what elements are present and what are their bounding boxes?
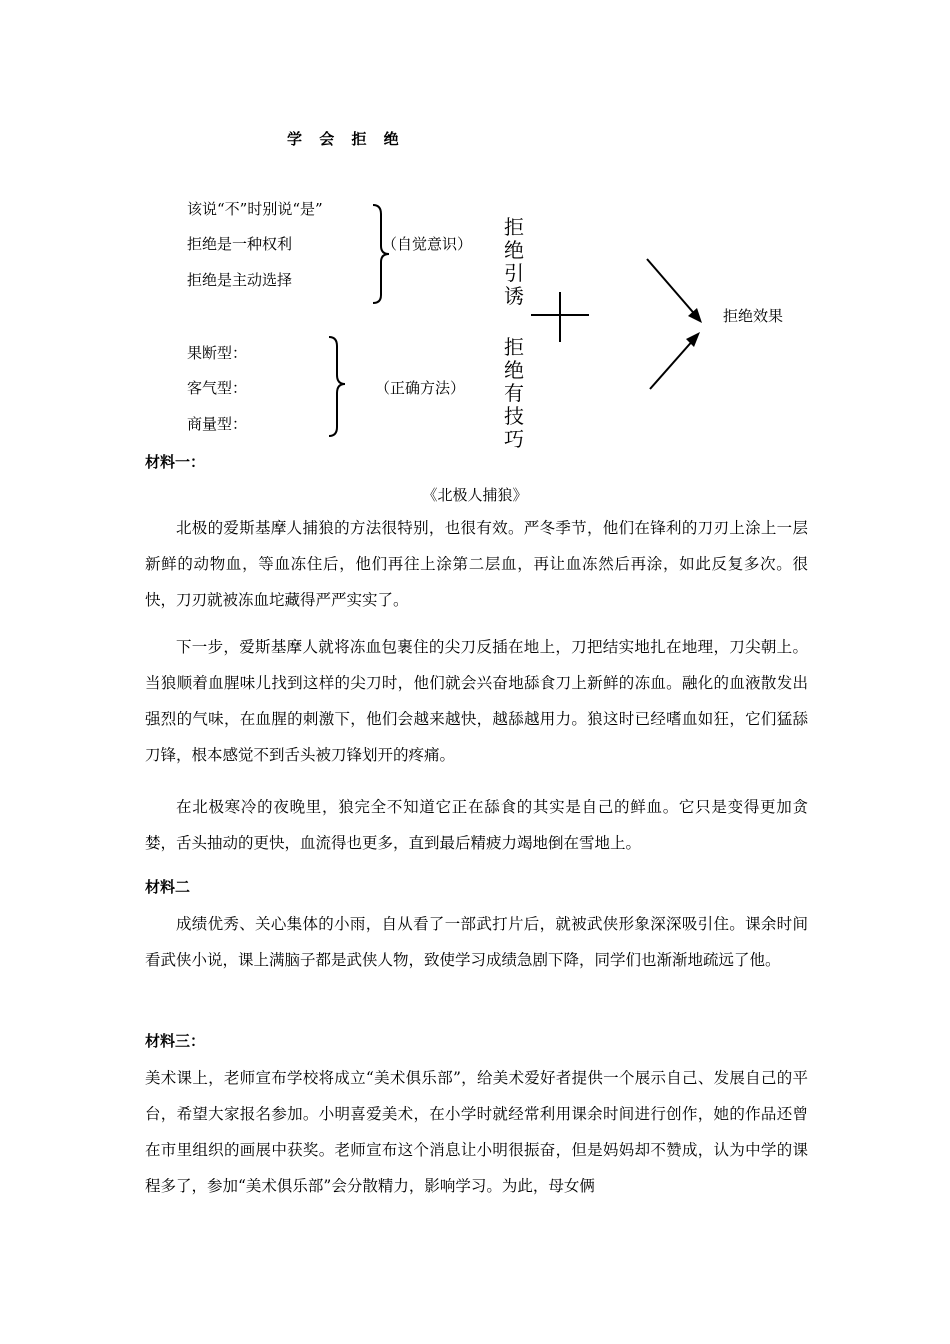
group2-item-2: 客气型：	[187, 379, 248, 397]
material3-heading: 材料三：	[145, 1032, 206, 1050]
vertical-label-refuse-temptation: 拒绝引诱	[504, 215, 524, 308]
material1-paragraph-2: 下一步，爱斯基摩人就将冻血包裹住的尖刀反插在地上，刀把结实地扎在地理，刀尖朝上。当狼顺着血腥味儿找到这样的尖刀时，他们就会兴奋地舔食刀上新鲜的冻血。融化的血液散发出强烈的气味，在血腥的刺激下，他们会越来越快，越舔越用力。狼这时已经嗜血如狂，它们猛舔刀锋，根本感觉不到舌头被刀锋划开的疼痛。	[145, 638, 808, 764]
arrow-up-line	[650, 338, 695, 389]
material1-paragraph-3: 在北极寒冷的夜晚里，狼完全不知道它正在舔食的其实是自己的鲜血。它只是变得更加贪婪，舌头抽动的更快，血流得也更多，直到最后精疲力竭地倒在雪地上。	[145, 798, 808, 852]
page-title: 学 会 拒 绝	[287, 130, 405, 148]
material1-paragraph-1: 北极的爱斯基摩人捕狼的方法很特别，也很有效。严冬季节，他们在锋利的刀刃上涂上一层新鲜的动物血，等血冻住后，他们再往上涂第二层血，再让血冻然后再涂，如此反复多次。很快，刀刃就被冻血坨藏得严严实实了。	[145, 519, 808, 609]
group1-item-3: 拒绝是主动选择	[187, 271, 293, 289]
group2-item-3: 商量型：	[187, 415, 248, 433]
concept-diagram	[0, 0, 950, 460]
group1-item-2: 拒绝是一种权利	[187, 235, 293, 253]
material3-paragraph-1: 美术课上，老师宣布学校将成立“美术俱乐部”，给美术爱好者提供一个展示自己、发展自己的平台，希望大家报名参加。小明喜爱美术，在小学时就经常利用课余时间进行创作，她的作品还曾在市里组织的画展中获奖。老师宣布这个消息让小明很振奋，但是妈妈却不赞成，认为中学的课程多了，参加“美术俱乐部”会分散精力，影响学习。为此，母女俩	[145, 1069, 808, 1195]
group1-item-1: 该说“不”时别说“是”	[187, 200, 323, 218]
vertical-label-refuse-skill: 拒绝有技巧	[504, 335, 524, 451]
material2-paragraph-1: 成绩优秀、关心集体的小雨，自从看了一部武打片后，就被武侠形象深深吸引住。课余时间看武侠小说，课上满脑子都是武侠人物，致使学习成绩急剧下降，同学们也渐渐地疏远了他。	[145, 915, 808, 969]
brace-1	[373, 205, 389, 303]
group1-label: （自觉意识）	[382, 235, 473, 253]
brace-2	[329, 337, 345, 436]
material1-heading: 材料一：	[145, 453, 206, 471]
material1-subtitle: 《北极人捕狼》	[422, 486, 528, 504]
group2-item-1: 果断型：	[187, 344, 248, 362]
group2-label: （正确方法）	[375, 379, 466, 397]
material2-heading: 材料二	[145, 878, 191, 896]
arrow-down-line	[647, 259, 698, 318]
result-label: 拒绝效果	[723, 307, 784, 325]
